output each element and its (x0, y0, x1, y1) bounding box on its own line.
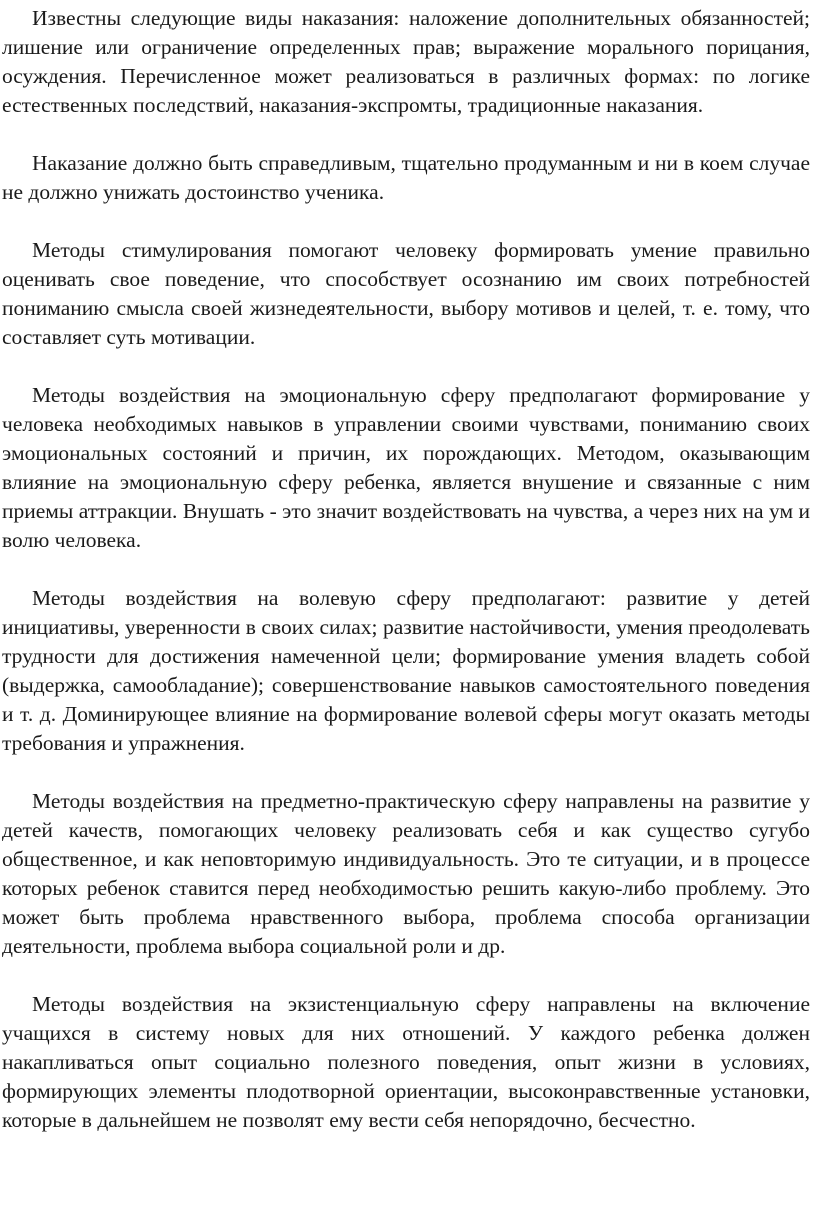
paragraph-practical-sphere: Методы воздействия на предметно-практическую сферу направлены на развитие у детей качеств, помогающих человеку реализовать себя и как существо сугубо общественное, и как неповторимую индивидуальность. Это те ситуации, и в процессе которых ребенок ставится перед необходимостью решить какую-либо проблему. Это может быть проблема нравственного выбора, проблема способа организации деятельности, проблема выбора социальной роли и др. (2, 789, 810, 958)
paragraph-volitional-sphere: Методы воздействия на волевую сферу предполагают: развитие у детей инициативы, уверенности в своих силах; развитие настойчивости, умения преодолевать трудности для достижения намеченной цели; формирование умения владеть собой (выдержка, самообладание); совершенствование навыков самостоятельного поведения и т. д. Доминирующее влияние на формирование волевой сферы могут оказать методы требования и упражнения. (2, 586, 810, 755)
paragraph-punishment-fairness: Наказание должно быть справедливым, тщательно продуманным и ни в коем случае не должно унижать достоинство ученика. (2, 151, 810, 204)
paragraph-emotional-sphere: Методы воздействия на эмоциональную сферу предполагают формирование у человека необходимых навыков в управлении своими чувствами, пониманию своих эмоциональных состояний и причин, их порождающих. Методом, оказывающим влияние на эмоциональную сферу ребенка, является внушение и связанные с ним приемы аттракции. Внушать - это значит воздействовать на чувства, а через них на ум и волю человека. (2, 383, 810, 552)
paragraph-punishment-types: Известны следующие виды наказания: наложение дополнительных обязанностей; лишение или ограничение определенных прав; выражение морального порицания, осуждения. Перечисленное может реализоваться в различных формах: по логике естественных последствий, наказания-экспромты, традиционные наказания. (2, 6, 810, 117)
paragraph-stimulation-methods: Методы стимулирования помогают человеку формировать умение правильно оценивать свое поведение, что способствует осознанию им своих потребностей пониманию смысла своей жизнедеятельности, выбору мотивов и целей, т. е. тому, что составляет суть мотивации. (2, 238, 810, 349)
paragraph-existential-sphere: Методы воздействия на экзистенциальную сферу направлены на включение учащихся в систему новых для них отношений. У каждого ребенка должен накапливаться опыт социально полезного поведения, опыт жизни в условиях, формирующих элементы плодотворной ориентации, высоконравственные установки, которые в дальнейшем не позволят ему вести себя непорядочно, бесчестно. (2, 992, 810, 1132)
